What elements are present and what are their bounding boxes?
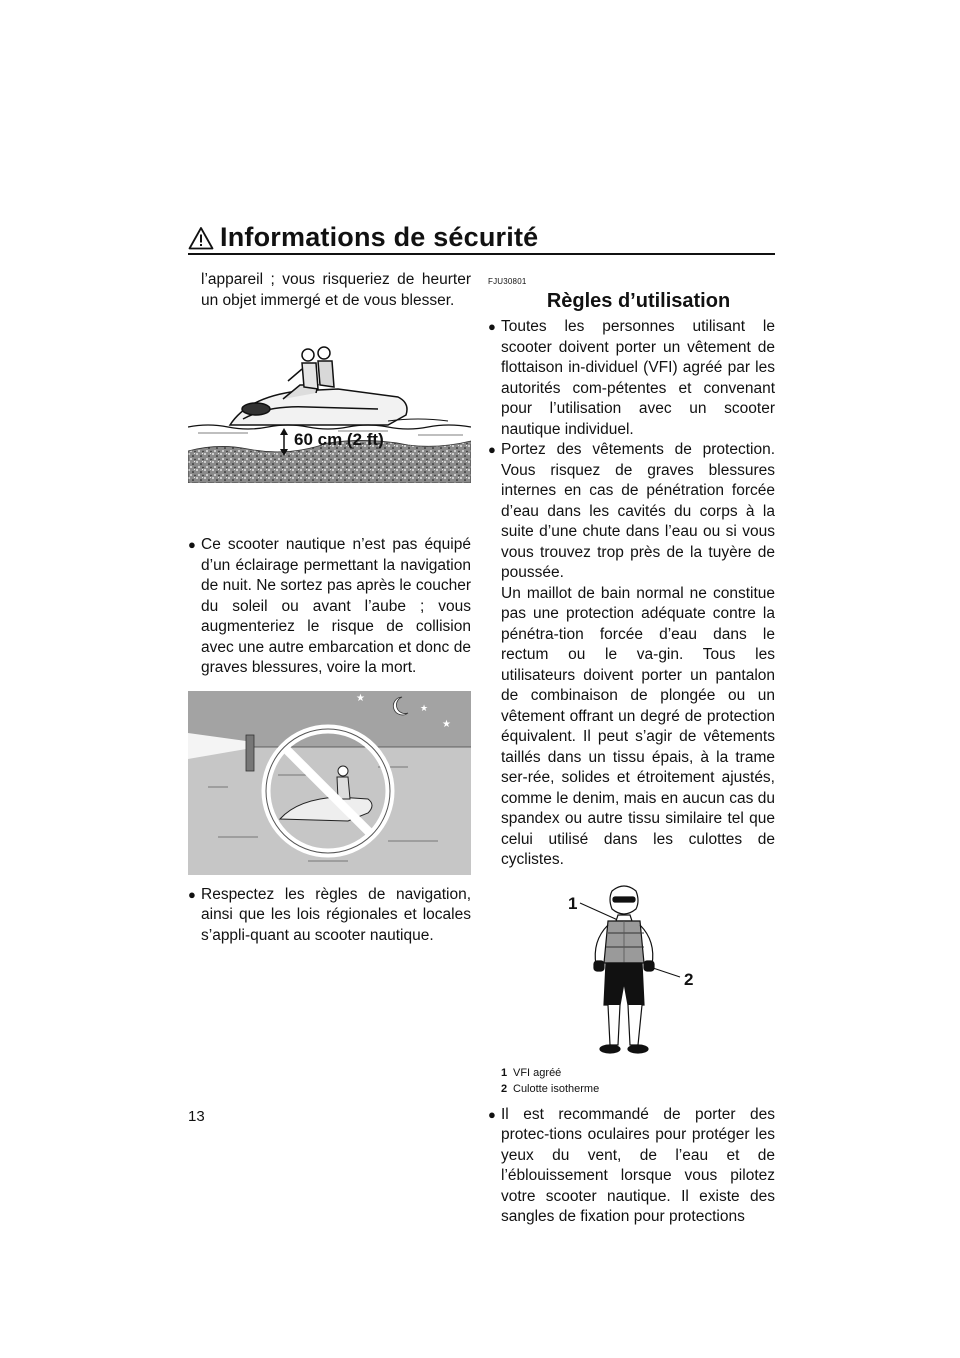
depth-illustration xyxy=(188,325,471,483)
bullet-text: Respectez les règles de navigation, ainsi que les lois régionales et locales s’appli-quant au scooter nautique. xyxy=(201,885,471,944)
bullet-text: Toutes les personnes utilisant le scooter doivent porter un vêtement de flottaison in-dividuel (VFI) agréé par les autorités com-pétentes et convenant pour l’utilisation avec un scooter nautique individuel. xyxy=(501,318,775,438)
bullet-icon: ● xyxy=(188,537,196,552)
rider-gear-illustration xyxy=(488,885,775,1061)
caption-item xyxy=(501,1065,775,1081)
bullet-night-navigation xyxy=(188,535,471,679)
jet-ski-drawing xyxy=(230,347,407,425)
bullet-text: Il est recommandé de porter des protec-tions oculaires pour protéger les yeux du vent, de l’eau et de l’éblouissement lorsque vous pilotez votre scooter nautique. Il existe des sangles de fixation pour protections xyxy=(501,1105,775,1225)
section-title: Règles d’utilisation xyxy=(546,289,731,312)
intro-paragraph: l’appareil ; vous risqueriez de heurter un objet immergé et de vous blesser. xyxy=(201,271,471,309)
person-figure xyxy=(594,886,654,1053)
caption-item xyxy=(501,1081,775,1097)
bullet-eye-protection xyxy=(488,1105,775,1228)
depth-label: 60 cm (2 ft) xyxy=(294,430,384,449)
caption-text: Culotte isotherme xyxy=(513,1082,600,1095)
bullet-protective-clothing xyxy=(488,440,775,584)
bullet-icon: ● xyxy=(488,1106,496,1122)
section-code: FJU30801 xyxy=(488,277,527,286)
bullet-pfd xyxy=(488,317,775,440)
bullet-navigation-rules xyxy=(188,885,471,947)
figure-captions xyxy=(488,1065,775,1097)
bullet-icon: ● xyxy=(188,886,196,902)
svg-text:★: ★ xyxy=(442,718,451,730)
svg-text:★: ★ xyxy=(420,702,429,713)
caption-num: 2 xyxy=(501,1082,508,1095)
bullet-text: Portez des vêtements de protection. Vous risquez de graves blessures internes en cas de pénétration forcée d’eau dans les cavités du corps à la suite d’une chute dans l’eau ou si vous vous trouvez trop près de la tuyère de poussée. xyxy=(501,441,775,581)
svg-text:★: ★ xyxy=(356,692,365,704)
bullet-text: Ce scooter nautique n’est pas équipé d’un éclairage permettant la navigation de nuit. Ne sortez pas après le coucher du soleil ou avant l’aube ; vous augmenteriez le risque de collision avec une autre embarcation et donc de graves blessures, voire la mort. xyxy=(201,536,471,676)
callout-1: 1 xyxy=(568,893,578,913)
caption-text: VFI agréé xyxy=(513,1066,562,1079)
bullet-icon: ● xyxy=(488,442,496,457)
right-column xyxy=(488,270,775,1228)
page-title: Informations de sécurité xyxy=(220,222,539,252)
header-rule xyxy=(188,253,775,255)
clothing-paragraph: Un maillot de bain normal ne constitue pas une protection adéquate contre la pénétra-tion forcée d’eau dans le rectum ou le va-gin. Tous les utilisateurs doivent porter un pantalon de combinaison de plongée ou un vêtement offrant un degré de protection équivalent. Il peut s’agir de vêtements taillés dans un tissu épais, à la trame ser-rée, solides et étroitement ajustés, comme le denim, mais en aucun cas du spandex ou autre tissu similaire tel que celui utilisé dans les culottes de cyclistes. xyxy=(501,584,775,868)
callout-2: 2 xyxy=(684,969,694,989)
left-column xyxy=(188,270,471,946)
warning-triangle-icon xyxy=(188,226,214,250)
bullet-icon: ● xyxy=(488,319,496,334)
page-number: 13 xyxy=(188,1108,205,1125)
night-prohibition-illustration xyxy=(188,691,471,875)
caption-num: 1 xyxy=(501,1066,508,1079)
